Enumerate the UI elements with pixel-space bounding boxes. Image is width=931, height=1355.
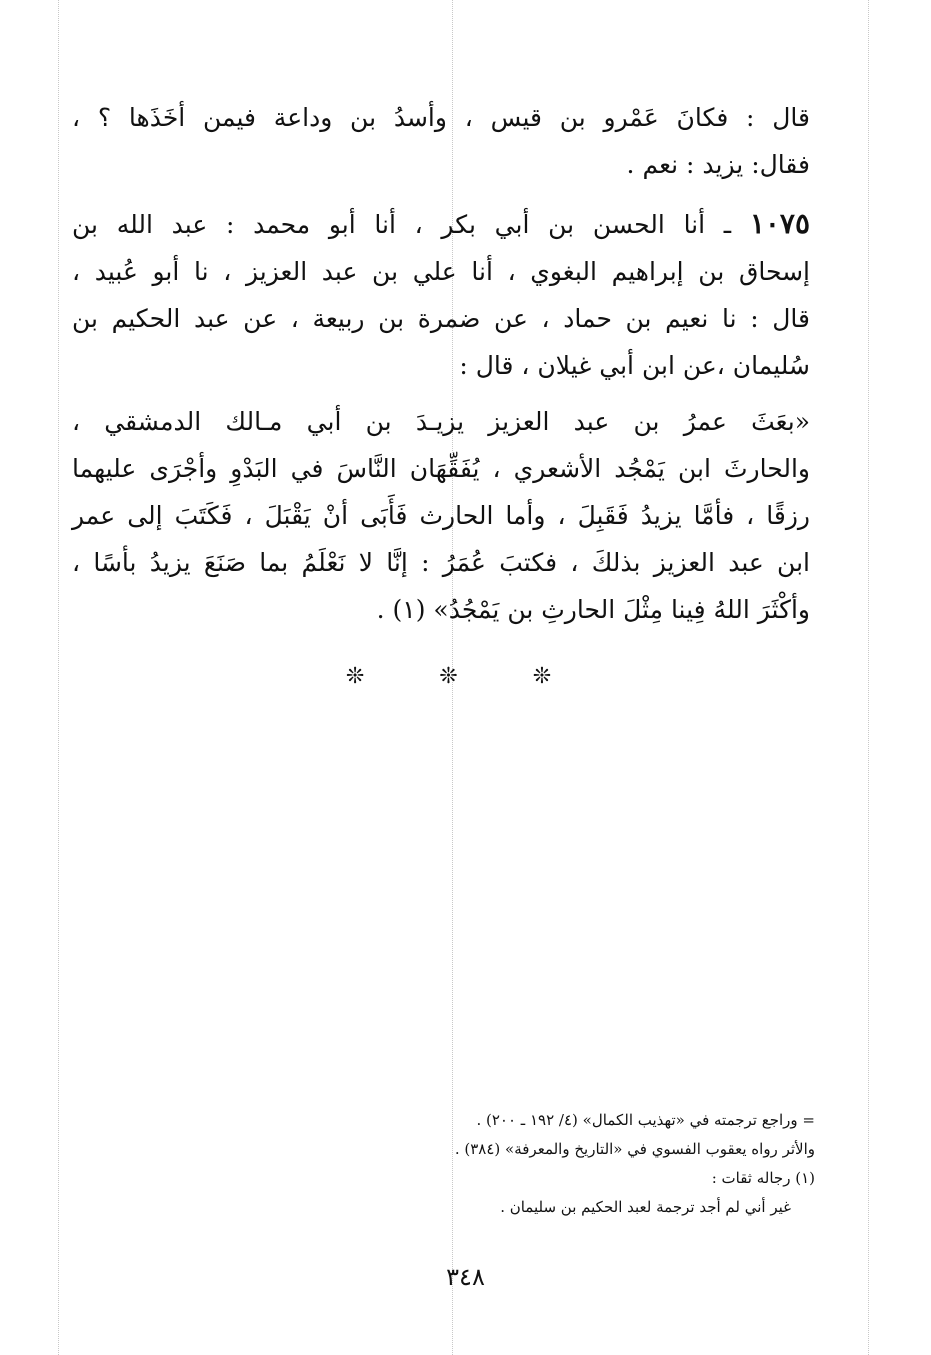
footnote-line-2: والأثر رواه يعقوب الفسوي في «التاريخ والمعرفة» (٣٨٤) . — [454, 1140, 815, 1158]
hadith-number: ١٠٧٥ — [749, 207, 810, 240]
paragraph-2-line-1-text: ـ أنا الحسن بن أبي بكر ، أنا أبو محمد : عبد الله بن — [72, 210, 732, 239]
paragraph-3-line-4: ابن عبد العزيز بذلكَ ، فكتبَ عُمَرُ : إنَّا لا نَعْلَمُ بما صَنَعَ يزيدُ بأسًا ، — [72, 548, 810, 577]
paragraph-1-line-2: فقال: يزيد : نعم . — [626, 150, 810, 179]
paragraph-2-line-1 — [72, 200, 810, 248]
paragraph-3-line-3: رزقًا ، فأمَّا يزيدُ فَقَبِلَ ، وأما الحارث فَأَبَى أنْ يَقْبَلَ ، فَكَتَبَ إلى عمر — [72, 501, 810, 530]
paragraph-3-line-5: وأكْثَرَ اللهُ فِينا مِثْلَ الحارثِ بن يَمْجُدُ» (١) . — [376, 595, 810, 624]
footnote-line-3: (١) رجاله ثقات : — [711, 1169, 815, 1187]
page-number: ٣٤٨ — [446, 1263, 485, 1291]
paragraph-2-line-3: قال : نا نعيم بن حماد ، عن ضمرة بن ربيعة ، عن عبد الحكيم بن — [72, 304, 810, 333]
section-separator: ❊ ❊ ❊ — [345, 664, 586, 689]
paragraph-1 — [72, 94, 810, 188]
footnotes — [300, 1106, 815, 1222]
paragraph-3-line-2: والحارثَ ابن يَمْجُد الأشعري ، يُفَقِّهَان النَّاسَ في البَدْوِ وأجْرَى عليهما — [72, 454, 810, 483]
paragraph-3-line-1: «بعَثَ عمرُ بن عبد العزيز يزيـدَ بن أبي مـالك الدمشقي ، — [72, 407, 810, 436]
footnote-line-1: = وراجع ترجمته في «تهذيب الكمال» (٤/ ١٩٢ ـ ٢٠٠) . — [476, 1111, 815, 1129]
paragraph-2-line-2: إسحاق بن إبراهيم البغوي ، أنا علي بن عبد العزيز ، نا أبو عُبيد ، — [72, 257, 810, 286]
paragraph-2 — [72, 200, 810, 389]
paragraph-2-line-4: سُليمان ،عن ابن أبي غيلان ، قال : — [459, 351, 810, 380]
paragraph-1-line-1: قال : فكانَ عَمْرو بن قيس ، وأسدُ بن وداعة فيمن أخَذَها ؟ ، — [72, 103, 810, 132]
footnote-line-4: غير أني لم أجد ترجمة لعبد الحكيم بن سليمان . — [500, 1198, 791, 1216]
paragraph-3 — [72, 398, 810, 633]
